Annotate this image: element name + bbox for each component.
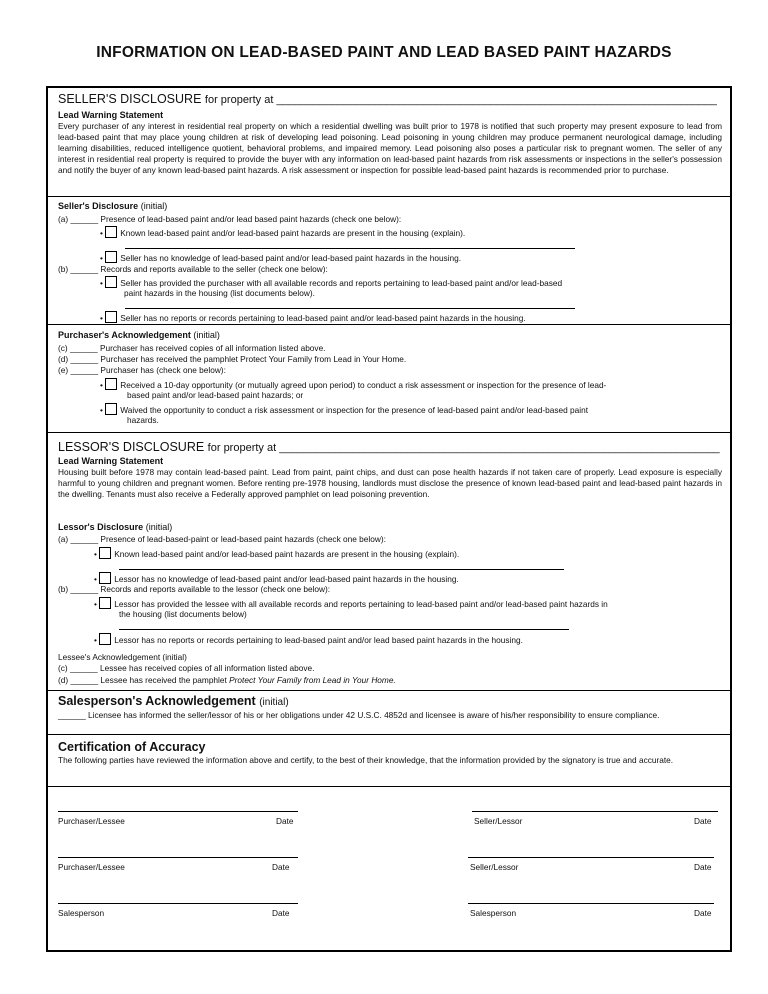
lessor-heading-label: LESSOR'S DISCLOSURE	[58, 440, 205, 454]
certification-text: The following parties have reviewed the information above and certify, to the best of their knowledge, that the information provided by the signatory is true and accurate.	[58, 755, 674, 765]
bullet: •	[100, 405, 103, 415]
option-label: Seller has no reports or records pertaining to lead-based paint and/or lead-based paint hazards in the housing.	[120, 313, 526, 323]
option-label: Known lead-based paint and/or lead-based paint hazards are present in the housing (explain).	[114, 549, 460, 559]
seller-option-b1-cont: paint hazards in the housing (list documents below).	[124, 288, 315, 298]
date-label: Date	[694, 862, 712, 872]
bullet: •	[100, 228, 103, 238]
salesperson-ack-text[interactable]: ______ Licensee has informed the seller/lessor of his or her obligations under 42 U.S.C. 4852d and licensee is aware of his/her responsibility to ensure compliance.	[58, 710, 660, 720]
seller-property-line[interactable]: for property at ________________________________________________________________________	[204, 94, 717, 106]
option-label: Lessor has no reports or records pertaining to lead-based paint and/or lead based paint hazards in the housing.	[114, 635, 523, 645]
checkbox[interactable]	[105, 378, 117, 390]
explain-line[interactable]	[119, 569, 564, 570]
seller-warning-title: Lead Warning Statement	[58, 110, 164, 120]
lessor-disclosure-label: Lessor's Disclosure	[58, 522, 144, 532]
purchaser-lessee-signature-line[interactable]	[58, 811, 298, 812]
purchaser-option-e2[interactable]	[100, 403, 588, 415]
purchaser-ack-label: Purchaser's Acknowledgement	[58, 330, 191, 340]
lessee-item-d[interactable]	[58, 675, 396, 685]
date-label: Date	[276, 816, 294, 826]
salesperson-ack-title	[58, 694, 289, 708]
salesperson-signature-line[interactable]	[468, 903, 714, 904]
purchaser-item-e[interactable]: (e) ______ Purchaser has (check one below):	[58, 365, 226, 375]
lessee-item-c[interactable]: (c) ______ Lessee has received copies of all information listed above.	[58, 663, 315, 673]
lessee-item-d-label: (d) ______ Lessee has received the pamphlet	[58, 675, 230, 685]
divider	[48, 786, 730, 787]
option-label: Waived the opportunity to conduct a risk assessment or inspection for the presence of lead-based paint and/or lead-based paint	[120, 405, 589, 415]
divider	[48, 734, 730, 735]
checkbox[interactable]	[99, 597, 111, 609]
pamphlet-title: Protect Your Family from Lead in Your Home.	[229, 675, 396, 685]
seller-lessor-label: Seller/Lessor	[474, 816, 523, 826]
checkbox[interactable]	[99, 572, 111, 584]
lessor-option-a1[interactable]	[94, 547, 459, 559]
certification-title	[58, 740, 206, 754]
bullet: •	[100, 313, 103, 323]
lessor-disclosure-title	[58, 522, 172, 532]
purchaser-lessee-label: Purchaser/Lessee	[58, 862, 125, 872]
bullet: •	[94, 635, 97, 645]
seller-option-b2[interactable]	[100, 311, 526, 323]
seller-item-a[interactable]: (a) ______ Presence of lead-based paint and/or lead based paint hazards (check one below):	[58, 214, 402, 224]
purchaser-lessee-label: Purchaser/Lessee	[58, 816, 125, 826]
seller-heading-label: SELLER'S DISCLOSURE	[58, 92, 202, 106]
salesperson-label: Salesperson	[470, 908, 517, 918]
seller-option-a1[interactable]	[100, 226, 465, 238]
seller-heading	[58, 92, 717, 106]
purchaser-lessee-signature-line[interactable]	[58, 857, 298, 858]
lessor-item-a[interactable]: (a) ______ Presence of lead-based-paint or lead-based paint hazards (check one below):	[58, 534, 386, 544]
salesperson-ack-label: Salesperson's Acknowledgement	[58, 694, 256, 708]
bullet: •	[94, 549, 97, 559]
purchaser-option-e1[interactable]	[100, 378, 606, 390]
divider	[48, 196, 730, 197]
initial-label: (initial)	[193, 330, 220, 340]
date-label: Date	[272, 862, 290, 872]
lessor-heading	[58, 440, 720, 454]
option-label: Known lead-based paint and/or lead-based paint hazards are present in the housing (explain).	[120, 228, 466, 238]
seller-lessor-label: Seller/Lessor	[470, 862, 519, 872]
lessor-warning-title: Lead Warning Statement	[58, 456, 164, 466]
seller-lessor-signature-line[interactable]	[468, 857, 714, 858]
date-label: Date	[272, 908, 290, 918]
purchaser-item-d[interactable]: (d) ______ Purchaser has received the pamphlet Protect Your Family from Lead in Your Home.	[58, 354, 407, 364]
lessor-item-b[interactable]: (b) ______ Records and reports available to the lessor (check one below):	[58, 584, 331, 594]
initial-label: (initial)	[259, 697, 289, 708]
explain-line[interactable]	[125, 248, 575, 249]
lessee-ack-title: Lessee's Acknowledgement (initial)	[58, 652, 187, 662]
lessor-property-line[interactable]: for property at ________________________________________________________________________	[207, 442, 720, 454]
lessor-option-b1-cont: the housing (list documents below)	[119, 609, 247, 619]
seller-option-a2[interactable]	[100, 251, 461, 263]
option-label: Seller has provided the purchaser with all available records and reports pertaining to lead-based paint and/or lead-based	[120, 278, 563, 288]
purchaser-option-e1-cont: based paint and/or lead-based paint hazards; or	[127, 390, 304, 400]
bullet: •	[100, 380, 103, 390]
divider	[48, 690, 730, 691]
bullet: •	[94, 574, 97, 584]
checkbox[interactable]	[105, 311, 117, 323]
documents-line[interactable]	[125, 308, 575, 309]
checkbox[interactable]	[99, 547, 111, 559]
checkbox[interactable]	[105, 226, 117, 238]
salesperson-signature-line[interactable]	[58, 903, 298, 904]
checkbox[interactable]	[99, 633, 111, 645]
seller-item-b[interactable]: (b) ______ Records and reports available to the seller (check one below):	[58, 264, 328, 274]
date-label: Date	[694, 908, 712, 918]
certification-label: Certification of Accuracy	[58, 740, 206, 754]
salesperson-label: Salesperson	[58, 908, 105, 918]
divider	[48, 432, 730, 433]
date-label: Date	[694, 816, 712, 826]
checkbox[interactable]	[105, 403, 117, 415]
lessor-option-b1[interactable]	[94, 597, 608, 609]
initial-label: (initial)	[140, 201, 168, 211]
option-label: Seller has no knowledge of lead-based paint and/or lead-based paint hazards in the housing.	[120, 253, 462, 263]
lessor-option-a2[interactable]	[94, 572, 459, 584]
lessor-option-b2[interactable]	[94, 633, 523, 645]
option-label: Received a 10-day opportunity (or mutually agreed upon period) to conduct a risk assessment or inspection for the presence of lead-	[120, 380, 607, 390]
option-label: Lessor has provided the lessee with all available records and reports pertaining to lead-based paint and/or lead-based paint hazards in	[114, 599, 608, 609]
checkbox[interactable]	[105, 251, 117, 263]
bullet: •	[94, 599, 97, 609]
purchaser-item-c[interactable]: (c) ______ Purchaser has received copies of all information listed above.	[58, 343, 326, 353]
bullet: •	[100, 253, 103, 263]
form-frame	[46, 86, 732, 952]
seller-disclosure-label: Seller's Disclosure	[58, 201, 139, 211]
seller-option-b1[interactable]	[100, 276, 562, 288]
purchaser-ack-title	[58, 330, 220, 340]
divider	[48, 324, 730, 325]
page-title: INFORMATION ON LEAD-BASED PAINT AND LEAD BASED PAINT HAZARDS	[96, 44, 672, 61]
bullet: •	[100, 278, 103, 288]
option-label: Lessor has no knowledge of lead-based paint and/or lead-based paint hazards in the housing.	[114, 574, 459, 584]
seller-lessor-signature-line[interactable]	[472, 811, 718, 812]
seller-disclosure-title	[58, 201, 167, 211]
lessor-warning-text: Housing built before 1978 may contain lead-based paint. Lead from paint, paint chips, and dust can pose health hazards if not taken care of properly. Lead exposure is especially harmful to young children and pregnant women. Before renting pre-1978 housing, landlords must disclose the presence of known lead-based paint and lead-based paint hazards in the dwelling. Tenants must also receive a Federally approved pamphlet on lead poisoning prevention.	[58, 467, 722, 499]
documents-line[interactable]	[119, 629, 569, 630]
seller-warning-text: Every purchaser of any interest in residential real property on which a residential dwelling was built prior to 1978 is notified that such property may present exposure to lead from lead-based paint that may place young children at risk of developing lead poisoning. Lead poisoning in young children may produce permanent neurological damage, including learning disabilities, reduced intelligence quotient, behavioral problems, and impaired memory. Lead poisoning also poses a particular risk to pregnant women. The seller of any interest in residential real property is required to provide the buyer with any information on lead-based paint hazards from risk assessments or inspections in the seller's possession and notify the buyer of any known lead-based paint hazards. A risk assessment or inspection for possible lead-based paint hazards is recommended prior to purchase.	[58, 121, 722, 175]
purchaser-option-e2-cont: hazards.	[127, 415, 159, 425]
initial-label: (initial)	[145, 522, 173, 532]
checkbox[interactable]	[105, 276, 117, 288]
